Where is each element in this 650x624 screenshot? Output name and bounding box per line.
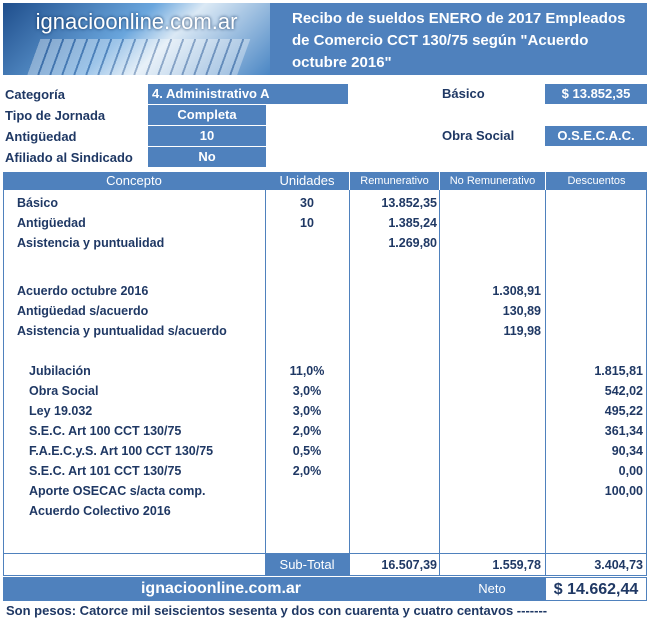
row-descuentos: 542,02: [604, 384, 643, 398]
categoria-value: 4. Administrativo A: [148, 84, 348, 104]
row-unidades: [265, 301, 349, 321]
row-no-remunerativo: 119,98: [503, 324, 541, 338]
row-concepto: Antigüedad s/acuerdo: [17, 304, 149, 318]
row-remunerativo: 13.852,35: [381, 196, 437, 210]
row-descuentos: 1.815,81: [594, 364, 643, 378]
row-descuentos: [545, 213, 643, 233]
row-unidades: 3,0%: [292, 404, 322, 418]
sindicado-label: Afiliado al Sindicado: [5, 150, 133, 165]
sindicado-value: No: [148, 147, 266, 167]
row-unidades: 2,0%: [292, 464, 322, 478]
row-remunerativo: 1.385,24: [388, 216, 437, 230]
row-descuentos: 361,34: [604, 424, 643, 438]
row-no-remunerativo: [439, 421, 541, 441]
row-remunerativo: [349, 381, 437, 401]
subtotal-remunerativo: 16.507,39: [381, 558, 437, 572]
row-descuentos: [545, 193, 643, 213]
row-remunerativo: [349, 401, 437, 421]
basico-label: Básico: [442, 86, 485, 101]
row-descuentos: [545, 301, 643, 321]
row-concepto: Aporte OSECAC s/acta comp.: [29, 484, 206, 498]
row-remunerativo: [349, 461, 437, 481]
row-concepto: Acuerdo octubre 2016: [17, 284, 149, 298]
son-pesos-text: Son pesos: Catorce mil seiscientos sesenta y dos con cuarenta y cuatro centavos -------: [6, 603, 548, 618]
row-unidades: [265, 481, 349, 501]
subtotal-label: Sub-Total: [265, 554, 349, 576]
row-concepto: Obra Social: [29, 384, 99, 398]
row-descuentos: 495,22: [604, 404, 643, 418]
antiguedad-value: 10: [148, 126, 266, 146]
row-unidades: 11,0%: [289, 364, 325, 378]
col-header-descuentos: Descuentos: [545, 172, 647, 190]
jornada-value: Completa: [148, 105, 266, 125]
neto-label: Neto: [439, 577, 545, 601]
basico-value: $ 13.852,35: [545, 84, 647, 104]
row-no-remunerativo: [439, 381, 541, 401]
row-descuentos: [545, 233, 643, 253]
row-remunerativo: 1.269,80: [388, 236, 437, 250]
row-concepto: S.E.C. Art 100 CCT 130/75: [29, 424, 182, 438]
row-descuentos: [545, 281, 643, 301]
neto-value: $ 14.662,44: [545, 577, 647, 601]
row-remunerativo: [349, 421, 437, 441]
row-unidades: 10: [300, 216, 314, 230]
row-no-remunerativo: [439, 441, 541, 461]
row-concepto: Jubilación: [29, 364, 91, 378]
row-remunerativo: [349, 501, 437, 521]
row-unidades: 0,5%: [292, 444, 322, 458]
row-no-remunerativo: [439, 193, 541, 213]
row-no-remunerativo: [439, 481, 541, 501]
row-unidades: [265, 281, 349, 301]
row-concepto: Básico: [17, 196, 58, 210]
page-title: Recibo de sueldos ENERO de 2017 Empleados de Comercio CCT 130/75 según "Acuerdo octubre 2016": [270, 3, 647, 75]
row-remunerativo: [349, 481, 437, 501]
row-remunerativo: [349, 301, 437, 321]
row-no-remunerativo: [439, 213, 541, 233]
row-no-remunerativo: [439, 461, 541, 481]
obra-social-value: O.S.E.C.A.C.: [545, 126, 647, 146]
row-descuentos: 100,00: [604, 484, 643, 498]
obra-social-label: Obra Social: [442, 128, 515, 143]
row-concepto: Antigüedad: [17, 216, 86, 230]
row-unidades: [265, 233, 349, 253]
antiguedad-label: Antigüedad: [5, 129, 77, 144]
row-descuentos: [545, 501, 643, 521]
row-concepto: Acuerdo Colectivo 2016: [29, 504, 171, 518]
subtotal-descuentos: 3.404,73: [594, 558, 643, 572]
row-concepto: Ley 19.032: [29, 404, 93, 418]
row-concepto: Asistencia y puntualidad: [17, 236, 165, 250]
row-no-remunerativo: 130,89: [502, 304, 541, 318]
col-header-unidades: Unidades: [265, 172, 349, 190]
row-unidades: [265, 321, 349, 341]
col-header-remunerativo: Remunerativo: [349, 172, 439, 190]
row-remunerativo: [349, 321, 437, 341]
subtotal-no-remunerativo: 1.559,78: [492, 558, 541, 572]
row-concepto: F.A.E.C.y.S. Art 100 CCT 130/75: [29, 444, 214, 458]
keyboard-image: [26, 39, 251, 75]
row-no-remunerativo: [439, 361, 541, 381]
categoria-label: Categoría: [5, 87, 65, 102]
row-no-remunerativo: [439, 501, 541, 521]
footer-site: ignacioonline.com.ar: [3, 577, 439, 601]
row-no-remunerativo: [439, 233, 541, 253]
row-concepto: S.E.C. Art 101 CCT 130/75: [29, 464, 182, 478]
row-descuentos: 0,00: [618, 464, 643, 478]
row-unidades: [265, 501, 349, 521]
logo-text: ignacioonline.com.ar: [35, 9, 238, 34]
logo-banner: [3, 3, 270, 75]
row-no-remunerativo: 1.308,91: [492, 284, 541, 298]
row-unidades: 30: [300, 196, 314, 210]
row-remunerativo: [349, 281, 437, 301]
row-descuentos: 90,34: [611, 444, 643, 458]
row-unidades: 3,0%: [292, 384, 322, 398]
row-concepto: Asistencia y puntualidad s/acuerdo: [17, 324, 227, 338]
row-remunerativo: [349, 361, 437, 381]
col-header-no-remunerativo: No Remunerativo: [439, 172, 545, 190]
row-descuentos: [545, 321, 643, 341]
row-unidades: 2,0%: [292, 424, 322, 438]
col-header-concepto: Concepto: [3, 172, 265, 190]
row-remunerativo: [349, 441, 437, 461]
row-no-remunerativo: [439, 401, 541, 421]
jornada-label: Tipo de Jornada: [5, 108, 106, 123]
